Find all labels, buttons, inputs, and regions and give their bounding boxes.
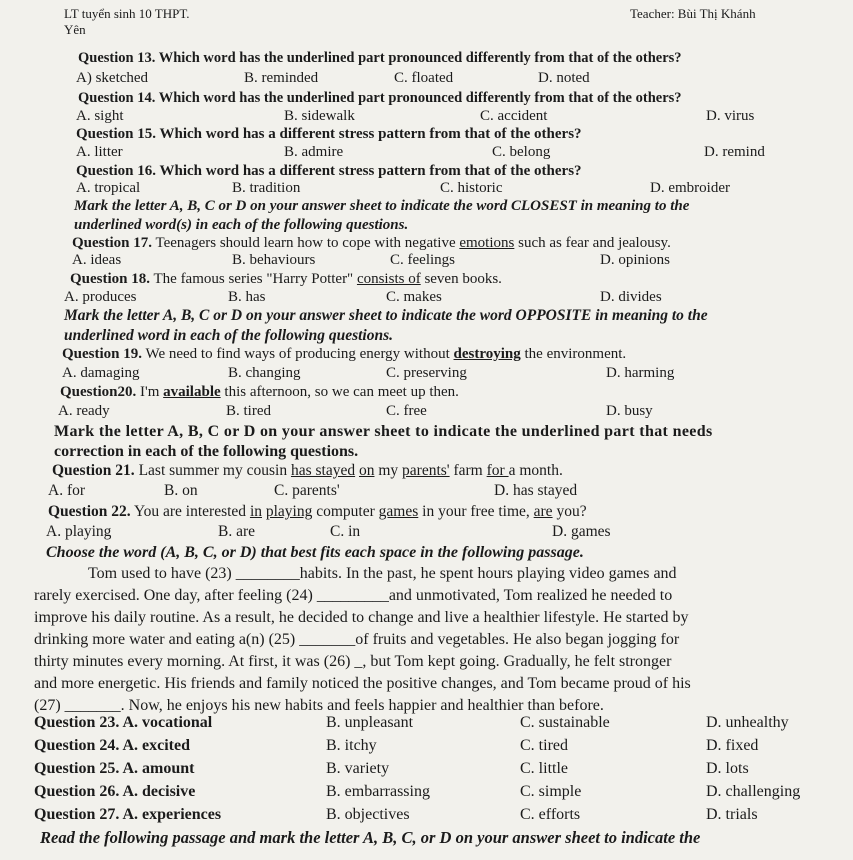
q15-stem: Question 15. Which word has a different stress pattern from that of the others? xyxy=(76,126,582,142)
passage-line-5: thirty minutes every morning. At first, it was (26) _, but Tom kept going. Gradually, he felt stronger xyxy=(34,653,672,670)
instruction-opposite-line2: underlined word in each of the following questions. xyxy=(64,327,393,344)
instruction-closest-line2: underlined word(s) in each of the following questions. xyxy=(74,217,409,233)
q22-underlined-b: playing xyxy=(265,503,313,520)
q23-option-c[interactable]: C. sustainable xyxy=(520,714,610,731)
q13-stem: Question 13. Which word has the underlined part pronounced differently from that of the others? xyxy=(78,50,682,66)
q24-option-b[interactable]: B. itchy xyxy=(326,737,377,754)
q20-option-a[interactable]: A. ready xyxy=(58,403,110,419)
q25-option-a[interactable]: Question 25. A. amount xyxy=(34,760,195,777)
q27-option-d[interactable]: D. trials xyxy=(706,806,758,823)
q14-option-c[interactable]: C. accident xyxy=(480,108,548,124)
q17-option-b[interactable]: B. behaviours xyxy=(232,252,316,268)
q21-option-c[interactable]: C. parents' xyxy=(274,482,340,499)
passage xyxy=(34,563,840,717)
q24-option-d[interactable]: D. fixed xyxy=(706,737,759,754)
header-teacher: Teacher: Bùi Thị Khánh xyxy=(630,6,756,21)
passage-line-7: (27) _______. Now, he enjoys his new habits and feels happier and healthier than before. xyxy=(34,697,604,714)
q17-stem: Question 17. Teenagers should learn how to cope with negative emotions such as fear and jealousy. xyxy=(72,235,671,251)
q22-option-d[interactable]: D. games xyxy=(552,523,611,540)
passage-line-4: drinking more water and eating a(n) (25) _______of fruits and vegetables. He also began jogging for xyxy=(34,631,680,648)
q22-underlined-d: are xyxy=(533,503,553,520)
q20-stem: Question20. I'm available this afternoon, so we can meet up then. xyxy=(60,384,459,400)
q21-stem: Question 21. Last summer my cousin has stayed on my parents' farm for a month. xyxy=(52,462,563,479)
q16-option-b[interactable]: B. tradition xyxy=(232,180,301,196)
q22-option-a[interactable]: A. playing xyxy=(46,523,112,540)
q18-option-d[interactable]: D. divides xyxy=(600,289,662,305)
q25-option-c[interactable]: C. little xyxy=(520,760,568,777)
q18-option-a[interactable]: A. produces xyxy=(64,289,137,305)
q19-option-a[interactable]: A. damaging xyxy=(62,365,140,381)
q15-option-a[interactable]: A. litter xyxy=(76,144,123,160)
q17-option-d[interactable]: D. opinions xyxy=(600,252,671,268)
passage-line-3: improve his daily routine. As a result, he decided to change and live a healthier lifestyle. He started by xyxy=(34,609,689,626)
q26-option-a[interactable]: Question 26. A. decisive xyxy=(34,783,196,800)
q19-option-d[interactable]: D. harming xyxy=(606,365,675,381)
q16-option-a[interactable]: A. tropical xyxy=(76,180,141,196)
q27-option-b[interactable]: B. objectives xyxy=(326,806,410,823)
q25-option-b[interactable]: B. variety xyxy=(326,760,390,777)
q13-option-d[interactable]: D. noted xyxy=(538,70,590,86)
q22-underlined-c: games xyxy=(378,503,419,520)
q16-stem: Question 16. Which word has a different stress pattern from that of the others? xyxy=(76,163,582,179)
q16-option-c[interactable]: C. historic xyxy=(440,180,503,196)
q20-option-b[interactable]: B. tired xyxy=(226,403,271,419)
q21-option-b[interactable]: B. on xyxy=(164,482,198,499)
q20-option-d[interactable]: D. busy xyxy=(606,403,653,419)
q21-underlined-a: has stayed xyxy=(290,462,356,479)
q18-option-c[interactable]: C. makes xyxy=(386,289,442,305)
q15-option-b[interactable]: B. admire xyxy=(284,144,344,160)
header-left-line2: Yên xyxy=(64,22,86,37)
instruction-passage: Choose the word (A, B, C, or D) that best fits each space in the following passage. xyxy=(46,544,584,561)
q20-underlined: available xyxy=(163,384,221,400)
q22-stem: Question 22. You are interested in playing computer games in your free time, are you? xyxy=(48,503,587,520)
q27-option-a[interactable]: Question 27. A. experiences xyxy=(34,806,222,823)
q21-option-a[interactable]: A. for xyxy=(48,482,86,499)
q13-option-a[interactable]: A) sketched xyxy=(76,70,149,86)
q21-underlined-b: on xyxy=(358,462,375,479)
q27-option-c[interactable]: C. efforts xyxy=(520,806,581,823)
q23-option-d[interactable]: D. unhealthy xyxy=(706,714,789,731)
q21-underlined-d: for xyxy=(486,462,509,479)
instruction-correction-line2: correction in each of the following questions. xyxy=(54,443,359,460)
q17-option-a[interactable]: A. ideas xyxy=(72,252,122,268)
q18-underlined: consists of xyxy=(356,271,421,287)
q25-option-d[interactable]: D. lots xyxy=(706,760,749,777)
passage-line-2: rarely exercised. One day, after feeling (24) _________and unmotivated, Tom realized he needed to xyxy=(34,587,673,604)
q19-stem: Question 19. We need to find ways of producing energy without destroying the environment. xyxy=(62,346,627,362)
passage-line-6: and more energetic. His friends and family noticed the positive changes, and Tom became proud of his xyxy=(34,675,691,692)
q18-option-b[interactable]: B. has xyxy=(228,289,266,305)
header-left-line1: LT tuyển sinh 10 THPT. xyxy=(64,6,190,21)
instruction-opposite-line1: Mark the letter A, B, C or D on your answer sheet to indicate the word OPPOSITE in meaning to the xyxy=(64,307,708,324)
q23-option-a[interactable]: Question 23. A. vocational xyxy=(34,714,213,731)
q19-underlined: destroying xyxy=(453,346,521,362)
instruction-correction-line1: Mark the letter A, B, C or D on your answer sheet to indicate the underlined part that needs xyxy=(54,423,713,440)
q19-option-b[interactable]: B. changing xyxy=(228,365,301,381)
q24-option-a[interactable]: Question 24. A. excited xyxy=(34,737,190,754)
q22-option-b[interactable]: B. are xyxy=(218,523,256,540)
q14-option-b[interactable]: B. sidewalk xyxy=(284,108,355,124)
q14-option-a[interactable]: A. sight xyxy=(76,108,124,124)
q26-option-b[interactable]: B. embarrassing xyxy=(326,783,430,800)
q14-option-d[interactable]: D. virus xyxy=(706,108,755,124)
q17-underlined: emotions xyxy=(459,235,515,251)
q17-option-c[interactable]: C. feelings xyxy=(390,252,455,268)
q13-option-c[interactable]: C. floated xyxy=(394,70,454,86)
q26-option-d[interactable]: D. challenging xyxy=(706,783,801,800)
q15-option-d[interactable]: D. remind xyxy=(704,144,765,160)
q13-option-b[interactable]: B. reminded xyxy=(244,70,319,86)
q26-option-c[interactable]: C. simple xyxy=(520,783,582,800)
q22-underlined-a: in xyxy=(249,503,262,520)
q20-option-c[interactable]: C. free xyxy=(386,403,427,419)
q22-option-c[interactable]: C. in xyxy=(330,523,361,540)
instruction-closest-line1: Mark the letter A, B, C or D on your answer sheet to indicate the word CLOSEST in meaning to the xyxy=(74,198,690,214)
q16-option-d[interactable]: D. embroider xyxy=(650,180,730,196)
q14-stem: Question 14. Which word has the underlined part pronounced differently from that of the others? xyxy=(78,90,682,106)
q23-option-b[interactable]: B. unpleasant xyxy=(326,714,414,731)
q21-option-d[interactable]: D. has stayed xyxy=(494,482,578,499)
instruction-reading: Read the following passage and mark the letter A, B, C, or D on your answer sheet to indicate the xyxy=(40,828,701,847)
q19-option-c[interactable]: C. preserving xyxy=(386,365,467,381)
q15-option-c[interactable]: C. belong xyxy=(492,144,551,160)
q21-underlined-c: parents' xyxy=(402,462,450,479)
q24-option-c[interactable]: C. tired xyxy=(520,737,568,754)
q18-stem: Question 18. The famous series "Harry Potter" consists of seven books. xyxy=(70,271,502,287)
passage-line-1: Tom used to have (23) ________habits. In the past, he spent hours playing video games and xyxy=(88,565,677,582)
